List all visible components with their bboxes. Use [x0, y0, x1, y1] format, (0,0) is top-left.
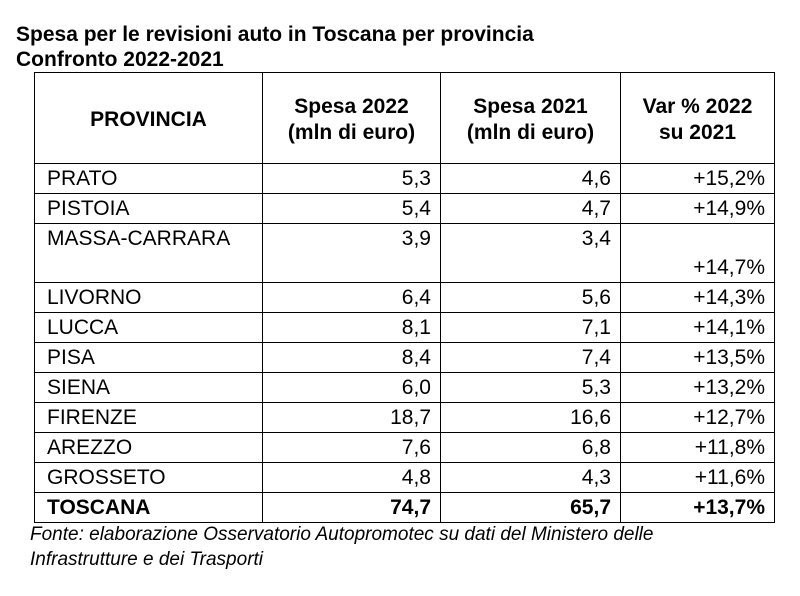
total-provincia: TOSCANA	[35, 493, 263, 523]
cell-spesa-2021: 5,6	[441, 283, 621, 313]
cell-spesa-2021: 5,3	[441, 373, 621, 403]
cell-spesa-2022: 5,4	[263, 194, 441, 224]
cell-provincia: LUCCA	[35, 313, 263, 343]
document-title	[16, 22, 534, 72]
table-row	[35, 313, 775, 343]
cell-spesa-2021: 6,8	[441, 433, 621, 463]
header-spesa-2022: Spesa 2022 (mln di euro)	[263, 73, 441, 164]
title-line-2: Confronto 2022-2021	[16, 48, 224, 71]
cell-var: +13,5%	[621, 343, 775, 373]
cell-var: +15,2%	[621, 164, 775, 194]
table-row	[35, 463, 775, 493]
cell-spesa-2022: 8,1	[263, 313, 441, 343]
table-row	[35, 164, 775, 194]
cell-var: +13,2%	[621, 373, 775, 403]
cell-var: +14,3%	[621, 283, 775, 313]
cell-provincia: PISA	[35, 343, 263, 373]
data-table	[34, 72, 775, 523]
header-provincia: PROVINCIA	[35, 73, 263, 164]
cell-spesa-2022: 5,3	[263, 164, 441, 194]
cell-spesa-2022: 18,7	[263, 403, 441, 433]
cell-provincia: PISTOIA	[35, 194, 263, 224]
cell-var: +14,7%	[621, 224, 775, 283]
cell-spesa-2022: 6,4	[263, 283, 441, 313]
cell-spesa-2021: 7,1	[441, 313, 621, 343]
total-var: +13,7%	[621, 493, 775, 523]
cell-spesa-2022: 8,4	[263, 343, 441, 373]
header-var: Var % 2022 su 2021	[621, 73, 775, 164]
cell-var: +11,8%	[621, 433, 775, 463]
table-row	[35, 343, 775, 373]
total-spesa-2022: 74,7	[263, 493, 441, 523]
cell-spesa-2022: 6,0	[263, 373, 441, 403]
cell-spesa-2021: 7,4	[441, 343, 621, 373]
table-row	[35, 433, 775, 463]
cell-var: +12,7%	[621, 403, 775, 433]
title-line-1: Spesa per le revisioni auto in Toscana per provincia	[16, 23, 534, 46]
cell-provincia: GROSSETO	[35, 463, 263, 493]
cell-spesa-2021: 4,6	[441, 164, 621, 194]
cell-provincia: FIRENZE	[35, 403, 263, 433]
total-row	[35, 493, 775, 523]
cell-provincia: LIVORNO	[35, 283, 263, 313]
cell-var: +11,6%	[621, 463, 775, 493]
cell-provincia: SIENA	[35, 373, 263, 403]
cell-spesa-2021: 4,3	[441, 463, 621, 493]
cell-spesa-2021: 4,7	[441, 194, 621, 224]
total-spesa-2021: 65,7	[441, 493, 621, 523]
cell-spesa-2022: 4,8	[263, 463, 441, 493]
cell-provincia: MASSA-CARRARA	[35, 224, 263, 283]
table-row	[35, 373, 775, 403]
cell-spesa-2022: 3,9	[263, 224, 441, 283]
header-spesa-2021: Spesa 2021 (mln di euro)	[441, 73, 621, 164]
cell-provincia: PRATO	[35, 164, 263, 194]
cell-spesa-2022: 7,6	[263, 433, 441, 463]
cell-var: +14,9%	[621, 194, 775, 224]
table-row	[35, 224, 775, 283]
cell-spesa-2021: 3,4	[441, 224, 621, 283]
table-row	[35, 283, 775, 313]
cell-spesa-2021: 16,6	[441, 403, 621, 433]
cell-var: +14,1%	[621, 313, 775, 343]
table-row	[35, 403, 775, 433]
source-note: Fonte: elaborazione Osservatorio Autopromotec su dati del Ministero delle Infrastrutture e dei Trasporti	[30, 524, 654, 570]
header-row	[35, 73, 775, 164]
cell-provincia: AREZZO	[35, 433, 263, 463]
table-row	[35, 194, 775, 224]
